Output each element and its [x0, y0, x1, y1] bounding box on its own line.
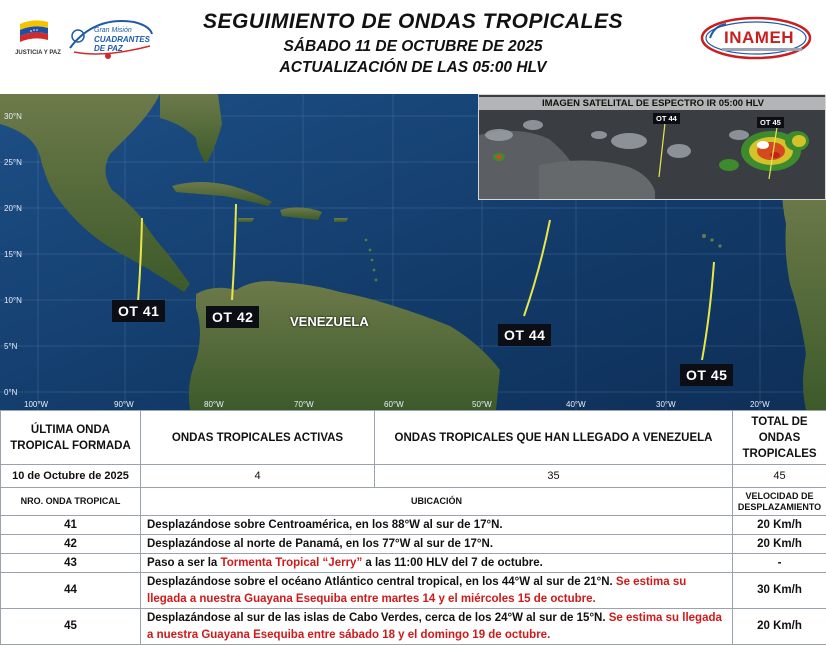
wave-speed: -	[733, 554, 826, 573]
update-time: ACTUALIZACIÓN DE LAS 05:00 HLV	[279, 59, 547, 76]
lon-label: 50°W	[472, 400, 492, 409]
wave-location: Desplazándose al norte de Panamá, en los 77°W al sur de 17°N.	[141, 535, 733, 554]
wave-number: 44	[1, 573, 141, 609]
report-date: SÁBADO 11 DE OCTUBRE DE 2025	[283, 38, 543, 55]
wave-speed: 20 Km/h	[733, 535, 826, 554]
satellite-title: IMAGEN SATELITAL DE ESPECTRO IR 05:00 HLV	[479, 97, 826, 110]
table-row	[1, 609, 826, 645]
wave-label-ot41: OT 41	[112, 300, 165, 322]
lat-label: 5°N	[4, 342, 18, 351]
subheader-location: UBICACIÓN	[141, 488, 733, 516]
header-active: ONDAS TROPICALES ACTIVAS	[141, 411, 375, 465]
waves-table	[0, 410, 826, 645]
arrival-estimate: Se estima su llegada a nuestra Guayana Esequiba entre martes 14 y el miércoles 15 de octubre.	[147, 575, 687, 605]
arrived-count: 35	[375, 465, 733, 488]
wave-speed: 20 Km/h	[733, 516, 826, 535]
wave-label-ot45: OT 45	[680, 364, 733, 386]
lon-label: 90°W	[114, 400, 134, 409]
location-text: Desplazándose al sur de las islas de Cabo Verdes, cerca de los 24°W al sur de 15°N.	[147, 611, 606, 624]
table-row	[1, 554, 826, 573]
location-text: Paso a ser la	[147, 557, 221, 569]
lat-label: 10°N	[4, 296, 22, 305]
subheader-number: NRO. ONDA TROPICAL	[1, 488, 141, 516]
venezuela-flag-icon	[18, 16, 50, 44]
wave-label-ot42: OT 42	[206, 306, 259, 328]
lat-label: 20°N	[4, 204, 22, 213]
wave-location	[141, 573, 733, 609]
wave-location: Desplazándose sobre Centroamérica, en los 88°W al sur de 17°N.	[141, 516, 733, 535]
header-arrived: ONDAS TROPICALES QUE HAN LLEGADO A VENEZUELA	[375, 411, 733, 465]
wave-number: 41	[1, 516, 141, 535]
page-title: SEGUIMIENTO DE ONDAS TROPICALES	[203, 10, 623, 33]
lon-label: 100°W	[24, 400, 49, 409]
subheader-speed: VELOCIDAD DE DESPLAZAMIENTO	[733, 488, 826, 516]
table-summary-row	[1, 465, 826, 488]
lon-label: 70°W	[294, 400, 314, 409]
logo-caption: JUSTICIA Y PAZ	[15, 50, 61, 56]
lat-label: 15°N	[4, 250, 22, 259]
venezuela-label: VENEZUELA	[290, 314, 369, 329]
table-row	[1, 535, 826, 554]
lon-label: 80°W	[204, 400, 224, 409]
wave-label-ot44: OT 44	[498, 324, 551, 346]
gm-logo-text-2: CUADRANTES DE PAZ	[94, 35, 150, 53]
table-subheader-row	[1, 488, 826, 516]
table-header-row	[1, 411, 826, 465]
sat-label-ot44: OT 44	[653, 113, 680, 124]
storm-name-highlight: Tormenta Tropical “Jerry”	[220, 557, 363, 569]
table-row	[1, 516, 826, 535]
lon-label: 30°W	[656, 400, 676, 409]
last-wave-date: 10 de Octubre de 2025	[1, 465, 141, 488]
active-count: 4	[141, 465, 375, 488]
wave-location	[141, 554, 733, 573]
tropical-waves-map	[0, 94, 826, 410]
sat-label-ot45: OT 45	[757, 117, 784, 128]
location-text: a las 11:00 HLV del 7 de octubre.	[362, 557, 543, 569]
lon-label: 60°W	[384, 400, 404, 409]
gran-mision-logo	[64, 12, 160, 62]
total-count: 45	[733, 465, 826, 488]
inameh-logo-text: INAMEH	[724, 28, 795, 47]
lat-label: 0°N	[4, 388, 18, 397]
lon-label: 20°W	[750, 400, 770, 409]
gm-logo-text-1: Gran Misión	[94, 27, 132, 34]
location-text: Desplazándose sobre el océano Atlántico central tropical, en los 44°W al sur de 21°N.	[147, 575, 613, 588]
table-row	[1, 573, 826, 609]
satellite-inset	[478, 94, 826, 200]
lon-label: 40°W	[566, 400, 586, 409]
wave-number: 42	[1, 535, 141, 554]
wave-number: 43	[1, 554, 141, 573]
venezuela-justice-logo	[14, 12, 61, 60]
lat-label: 25°N	[4, 158, 22, 167]
arrival-estimate: Se estima su llegada a nuestra Guayana Esequiba entre sábado 18 y el domingo 19 de octubre.	[147, 611, 722, 641]
satellite-ir-image	[479, 95, 826, 200]
header-last-wave: ÚLTIMA ONDA TROPICAL FORMADA	[1, 411, 141, 465]
wave-speed: 30 Km/h	[733, 573, 826, 609]
inameh-logo	[700, 16, 812, 60]
lat-label: 30°N	[4, 112, 22, 121]
wave-speed: 20 Km/h	[733, 609, 826, 645]
report-header	[0, 0, 826, 94]
wave-number: 45	[1, 609, 141, 645]
header-total: TOTAL DE ONDAS TROPICALES	[733, 411, 826, 465]
wave-location	[141, 609, 733, 645]
